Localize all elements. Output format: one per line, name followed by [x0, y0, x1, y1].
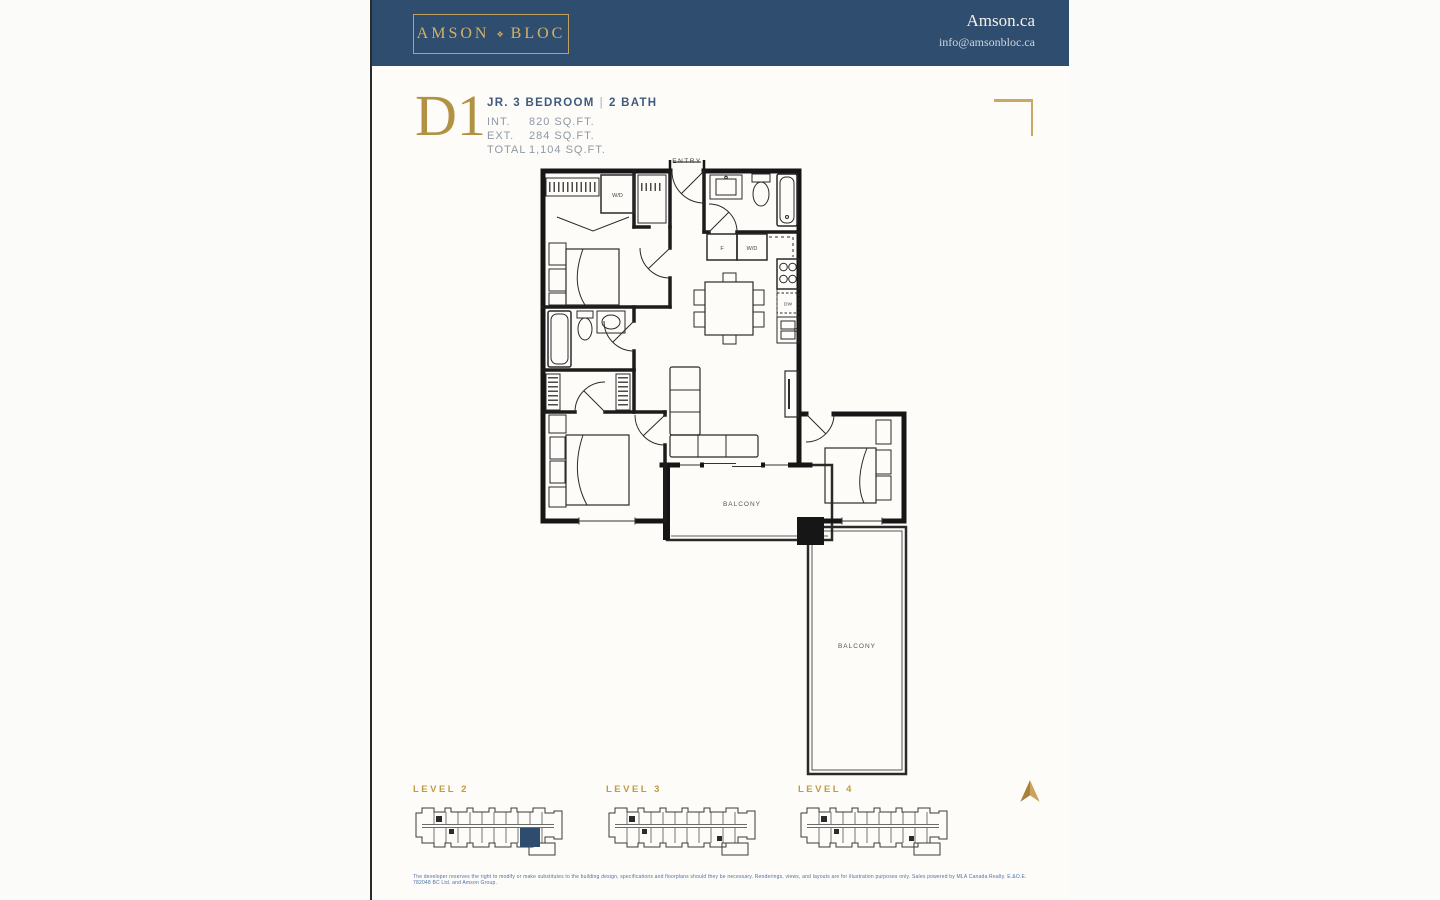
level-3-diagram [606, 799, 758, 863]
tv-console [785, 371, 798, 417]
website-url: Amson.ca [966, 11, 1035, 30]
entry-label: ENTRY [672, 158, 702, 165]
spec-total: TOTAL 1,104 SQ.FT. [487, 144, 606, 156]
unit-bedrooms: JR. 3 BEDROOM [487, 97, 595, 109]
dishwasher-label: DW [784, 302, 792, 308]
corner-bracket-horizontal [994, 99, 1033, 102]
balcony-upper-label: BALCONY [722, 501, 762, 508]
closet-shelves [546, 374, 630, 410]
highlighted-unit [520, 828, 540, 847]
entry-closet [638, 175, 666, 223]
amson-arrow-logo [1017, 778, 1043, 804]
balcony-lower-label: BALCONY [837, 643, 877, 650]
unit-code: D1 [415, 83, 486, 148]
stove [777, 259, 799, 289]
level-4-label: LEVEL 4 [798, 784, 854, 795]
spec-ext: EXT. 284 SQ.FT. [487, 130, 595, 142]
fleur-icon: ❖ [496, 29, 504, 39]
bifold-doors [557, 217, 629, 231]
brand-right: BLOC [510, 25, 566, 42]
keyplan-level-4 [798, 784, 950, 868]
disclaimer-text: The developer reserves the right to modify or make substitutes to the building design, specifications and floorplans should they be necessary. Renderings, views, and layouts are for illustration purposes only. Sales powered by MLA Canada Realty. E.&O.E. 782048 BC Ltd. and Amson Group. [413, 874, 1027, 886]
header-band [372, 0, 1069, 66]
level-4-diagram [798, 799, 950, 863]
floorplan-sheet [370, 0, 1069, 900]
keyplan-level-3 [606, 784, 758, 868]
dining-set [694, 273, 764, 344]
spec-int: INT. 820 SQ.FT. [487, 116, 595, 128]
divider: | [599, 97, 604, 109]
level-3-label: LEVEL 3 [606, 784, 662, 795]
washer-dryer-kitchen-label: W/D [746, 246, 758, 252]
unit-type [487, 97, 657, 109]
header-contact [939, 11, 1035, 50]
bed-bedroom3 [825, 420, 891, 503]
floorplan-drawing [537, 153, 912, 778]
brand-logo [413, 14, 569, 54]
corner-bracket-vertical [1031, 99, 1034, 136]
bathroom2-fixtures [548, 311, 625, 367]
contact-email: info@amsonbloc.ca [938, 35, 1035, 49]
level-2-label: LEVEL 2 [413, 784, 469, 795]
bed-bedroom1 [549, 243, 619, 305]
bed-bedroom2 [549, 415, 629, 507]
unit-baths: 2 BATH [608, 97, 658, 109]
brand-left: AMSON [416, 25, 490, 42]
sofa [670, 367, 758, 457]
corner-wall-block [797, 517, 824, 545]
fridge-label: F [720, 246, 724, 252]
unit-info [487, 97, 657, 157]
keyplan-level-2 [413, 784, 565, 868]
windows [579, 462, 882, 525]
washer-dryer-closet-label: W/D [612, 193, 623, 199]
level-2-diagram [413, 799, 565, 863]
